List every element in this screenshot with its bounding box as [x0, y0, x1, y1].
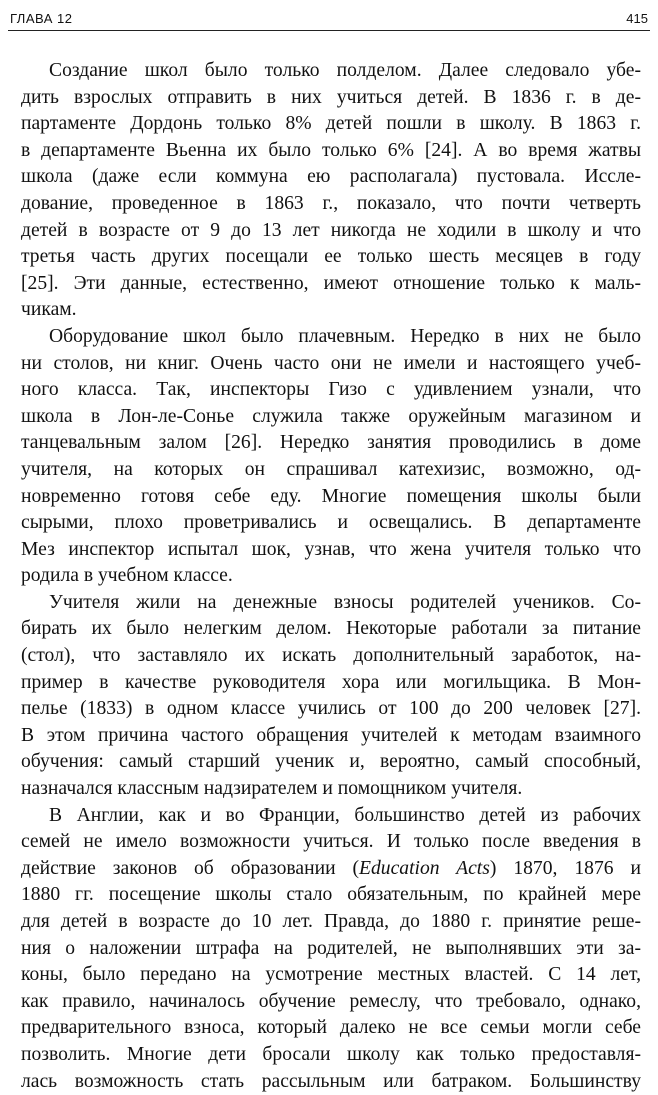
text-line: танцевальным залом [26]. Нередко занятия проводились в доме [21, 432, 641, 454]
text-line: чикам. [21, 299, 77, 321]
text-line: как правило, начиналось обучение ремеслу, что требовало, однако, [21, 990, 641, 1012]
text-line: В Англии, как и во Франции, большинство детей из рабочих [49, 804, 641, 826]
italic-term: Education Acts [359, 857, 490, 879]
text-line: в департаменте Вьенна их было только 6% [24]. А во время жатвы [21, 139, 641, 161]
text-line: третья часть других посещали ее только шесть месяцев в году [21, 246, 641, 268]
text-line: школа (даже если коммуна ею располагала) пустовала. Иссле- [21, 166, 641, 188]
paragraph-3 [21, 590, 641, 803]
text-line: новременно готовя себе еду. Многие помещения школы были [21, 485, 641, 507]
text-line: В этом причина частого обращения учителей к методам взаимного [21, 724, 641, 746]
text-line-with-italic [21, 856, 641, 883]
text-line: ния о наложении штрафа на родителей, не выполнявших эти за- [21, 937, 641, 959]
text-line: дить взрослых отправить в них учиться детей. В 1836 г. в де- [21, 86, 641, 108]
text-line: учителя, на которых он спрашивал катехизис, возможно, од- [21, 458, 641, 480]
text-line: (стол), что заставляло их искать дополнительный заработок, на- [21, 645, 641, 667]
text-line: родила в учебном классе. [21, 565, 233, 587]
text-line: Создание школ было только полделом. Далее следовало убе- [49, 60, 641, 81]
paragraph-2 [21, 324, 641, 590]
text-line: предварительного взноса, который далеко не все семьи могли себе [21, 1017, 641, 1039]
text-fragment: действие законов об образовании ( [21, 857, 360, 879]
text-line: [25]. Эти данные, естественно, имеют отношение только к маль- [21, 272, 641, 294]
body-text [21, 58, 641, 1095]
text-line: для детей в возрасте до 10 лет. Правда, до 1880 г. принятие реше- [21, 911, 641, 932]
text-line: дование, проведенное в 1863 г., показало, что почти четверть [21, 192, 641, 214]
text-line: 1880 гг. посещение школы стало обязательным, по крайней мере [21, 884, 641, 906]
text-line: Учителя жили на денежные взносы родителей учеников. Со- [49, 591, 641, 613]
text-line: детей в возрасте от 9 до 13 лет никогда не ходили в школу и что [21, 219, 641, 241]
text-line: пелье (1833) в одном классе учились от 100 до 200 человек [27]. [21, 698, 641, 720]
text-line: партаменте Дордонь только 8% детей пошли в школу. В 1863 г. [21, 113, 641, 135]
chapter-title: ГЛАВА 12 [10, 11, 73, 26]
text-line: школа в Лон-ле-Сонье служила также оружейным магазином и [21, 405, 641, 427]
text-line: Мез инспектор испытал шок, узнав, что жена учителя только что [21, 538, 641, 560]
running-header [8, 8, 650, 31]
text-fragment: ) 1870, 1876 и [489, 857, 641, 879]
text-line: пример в качестве руководителя хора или могильщика. В Мон- [21, 671, 641, 693]
text-line: коны, было передано на усмотрение местных властей. С 14 лет, [21, 964, 641, 986]
text-line: бирать их было нелегким делом. Некоторые работали за питание [21, 618, 641, 640]
text-line: сырыми, плохо проветривались и освещались. В департаменте [21, 512, 641, 534]
text-line: лась возможность стать рассыльным или батраком. Большинству [21, 1070, 641, 1092]
page-number: 415 [626, 11, 648, 26]
text-line: Оборудование школ было плачевным. Нередко в них не было [49, 325, 641, 347]
paragraph-4 [21, 803, 641, 1095]
text-line: семей не имело возможности учиться. И только после введения в [21, 831, 641, 853]
text-line: обучения: самый старший ученик и, вероятно, самый способный, [21, 751, 641, 773]
text-line: позволить. Многие дети бросали школу как только предоставля- [21, 1043, 641, 1065]
paragraph-1 [21, 58, 641, 324]
text-line: назначался классным надзирателем и помощником учителя. [21, 778, 523, 800]
text-line: ного класса. Так, инспекторы Гизо с удивлением узнали, что [21, 379, 641, 401]
text-line: ни столов, ни книг. Очень часто они не имели и настоящего учеб- [21, 352, 641, 374]
